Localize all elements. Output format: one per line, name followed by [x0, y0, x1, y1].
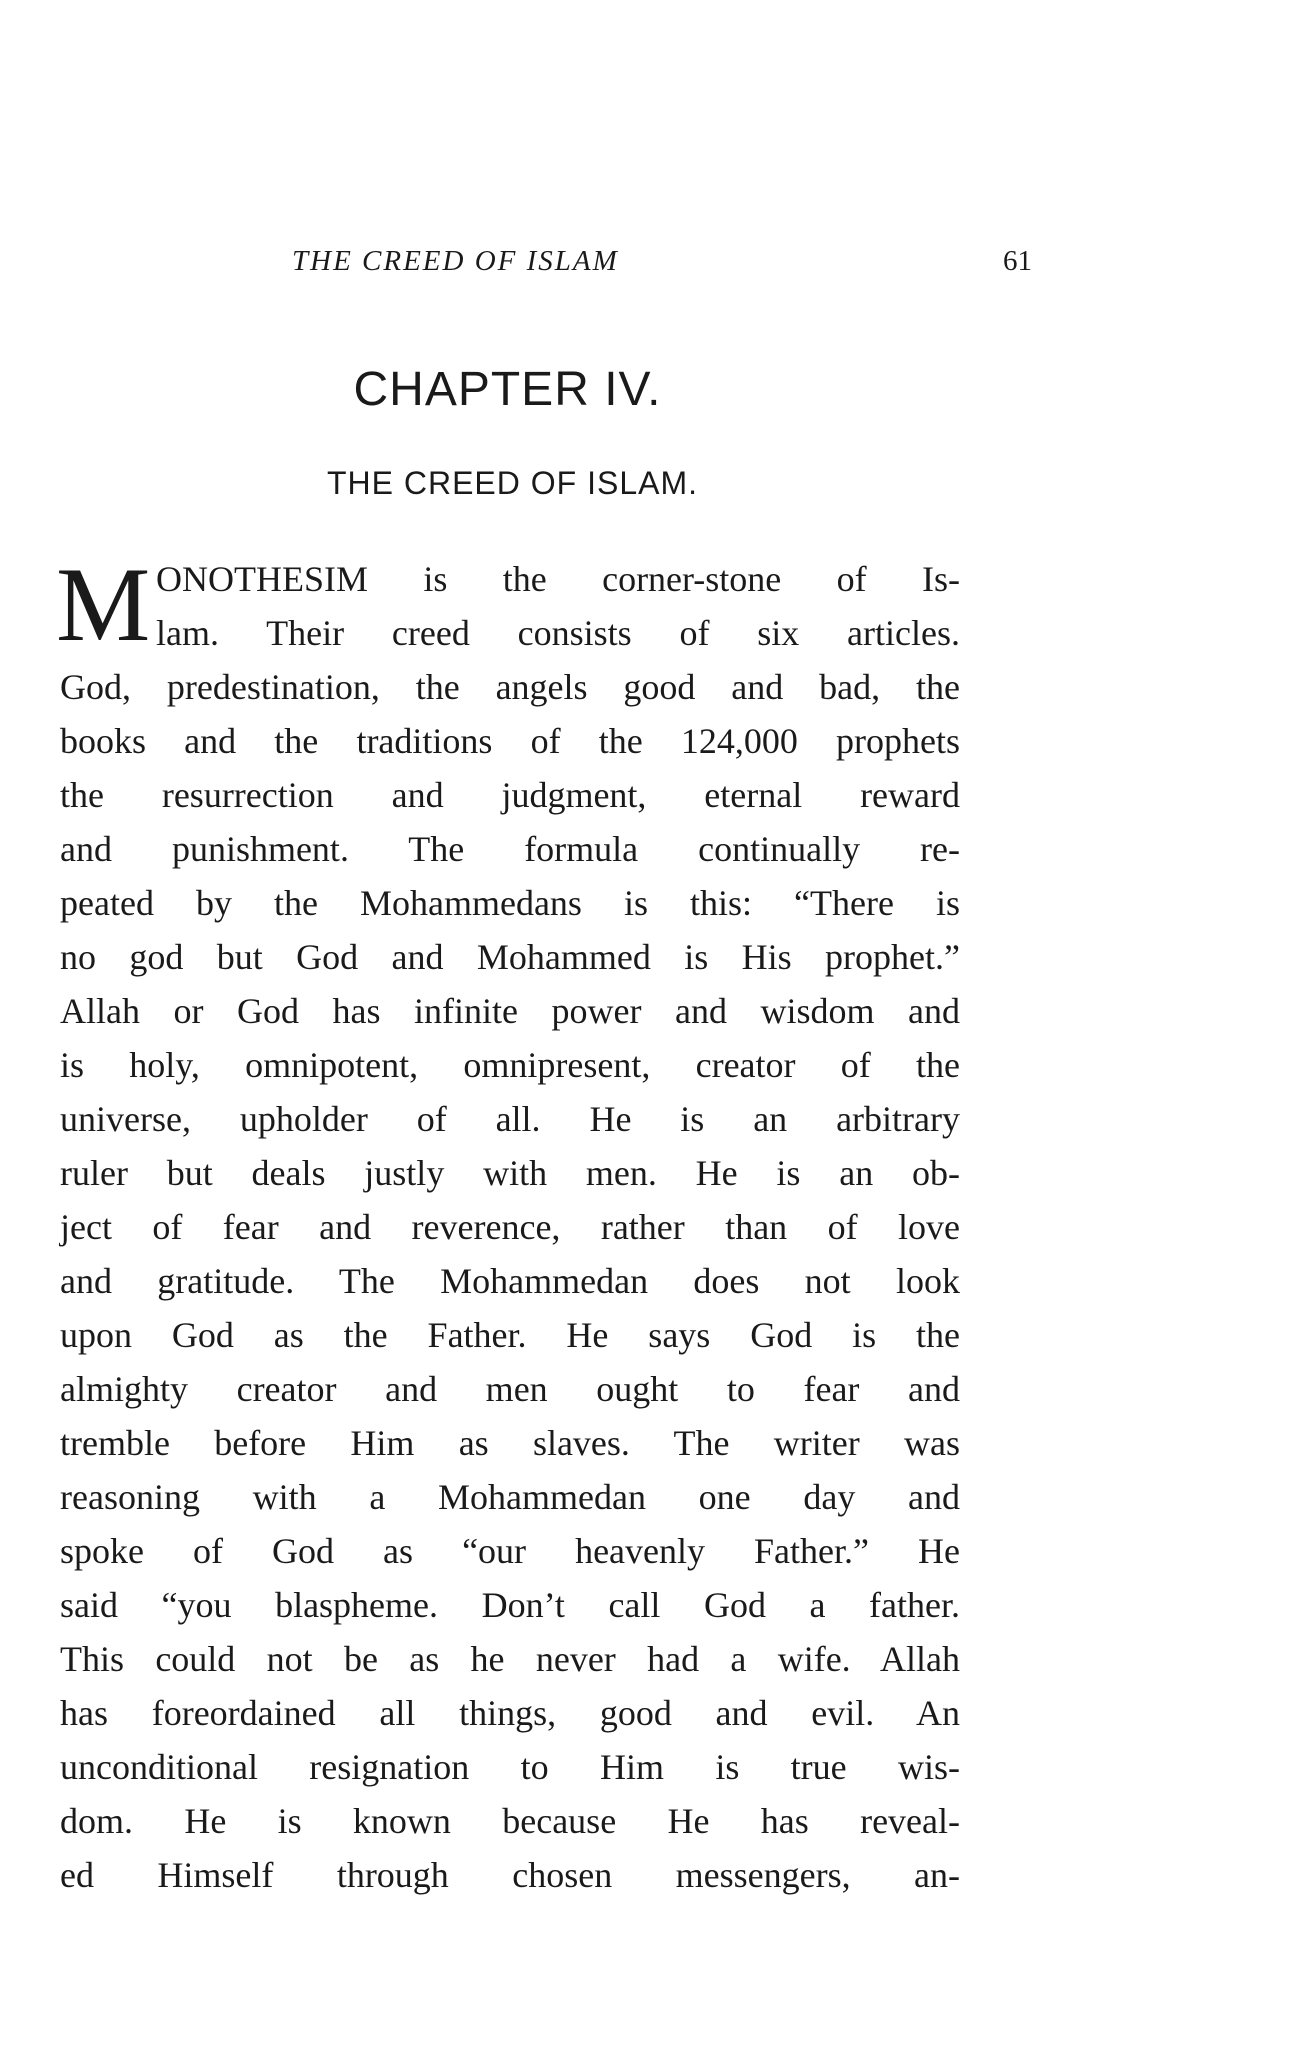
- text-line: This could not be as he never had a wife. Allah: [60, 1639, 960, 1679]
- text-line: lam. Their creed consists of six articles.: [156, 613, 960, 653]
- text-line: almighty creator and men ought to fear and: [60, 1369, 960, 1409]
- text-line: is holy, omnipotent, omnipresent, creator of the: [60, 1045, 960, 1085]
- page-number: 61: [1003, 245, 1032, 277]
- text-line: ject of fear and reverence, rather than of love: [60, 1207, 960, 1247]
- running-head: [60, 245, 1060, 285]
- text-line: spoke of God as “our heavenly Father.” He: [60, 1531, 960, 1571]
- running-title: THE CREED OF ISLAM: [292, 245, 619, 277]
- text-line: said “you blaspheme. Don’t call God a father.: [60, 1585, 960, 1625]
- text-line: ONOTHESIM is the corner-stone of Is-: [156, 559, 960, 599]
- text-line: reasoning with a Mohammedan one day and: [60, 1477, 960, 1517]
- text-line: universe, upholder of all. He is an arbitrary: [60, 1099, 960, 1139]
- text-line: books and the traditions of the 124,000 prophets: [60, 721, 960, 761]
- text-line: the resurrection and judgment, eternal reward: [60, 775, 960, 815]
- chapter-subtitle: THE CREED OF ISLAM.: [326, 465, 699, 501]
- chapter-title: CHAPTER IV.: [353, 363, 662, 416]
- text-line: dom. He is known because He has reveal-: [60, 1801, 960, 1841]
- text-line: peated by the Mohammedans is this: “There is: [60, 883, 960, 923]
- text-line: and punishment. The formula continually re-: [60, 829, 960, 869]
- text-line: God, predestination, the angels good and bad, the: [60, 667, 960, 707]
- text-line: upon God as the Father. He says God is the: [60, 1315, 960, 1355]
- text-line: no god but God and Mohammed is His prophet.”: [60, 937, 960, 977]
- text-line: ed Himself through chosen messengers, an-: [60, 1855, 960, 1895]
- body-text: [56, 546, 960, 1902]
- text-line: unconditional resignation to Him is true wis-: [60, 1747, 960, 1787]
- drop-cap: M: [56, 546, 151, 663]
- text-line: and gratitude. The Mohammedan does not look: [60, 1261, 960, 1301]
- text-line: tremble before Him as slaves. The writer was: [60, 1423, 960, 1463]
- text-line: Allah or God has infinite power and wisdom and: [60, 991, 960, 1031]
- text-line: ruler but deals justly with men. He is an ob-: [60, 1153, 960, 1193]
- text-line: has foreordained all things, good and evil. An: [60, 1693, 960, 1733]
